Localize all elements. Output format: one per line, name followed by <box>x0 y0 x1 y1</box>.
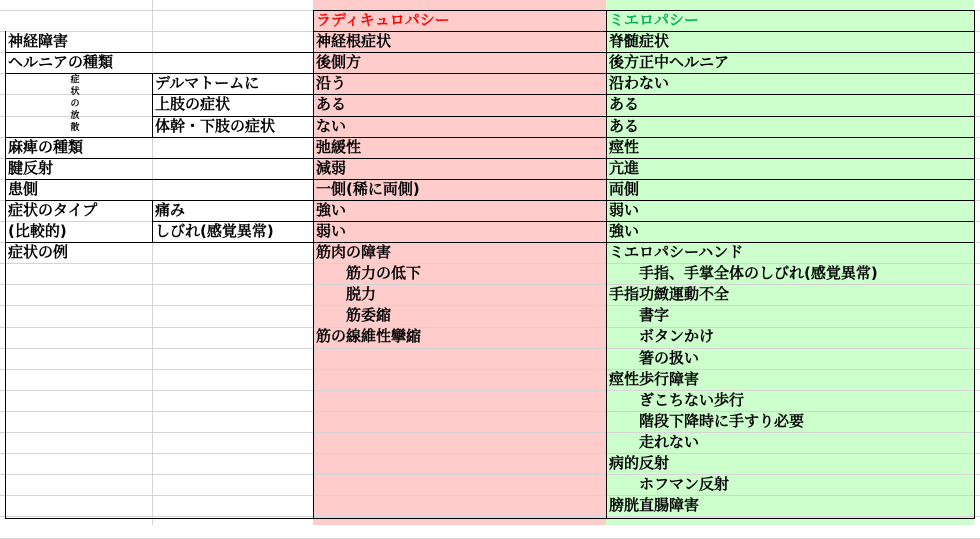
radiculopathy-cell[interactable]: 後側方 <box>316 53 362 71</box>
radiation-char: 症 <box>70 75 80 85</box>
radiculopathy-cell[interactable]: 沿う <box>316 74 347 92</box>
radiculopathy-cell[interactable]: 弱い <box>316 222 347 240</box>
myelopathy-example-item[interactable]: 階段下降時に手すり必要 <box>639 412 805 430</box>
radiculopathy-cell[interactable]: 一側(稀に両側) <box>316 180 420 198</box>
gridline-row <box>0 453 980 454</box>
row-label[interactable] <box>5 94 152 115</box>
row-sublabel[interactable]: 体幹・下肢の症状 <box>155 117 276 135</box>
row-label[interactable]: 患側 <box>8 180 39 198</box>
gridline-row <box>0 327 980 328</box>
radiculopathy-cell[interactable]: ない <box>316 117 347 135</box>
myelopathy-example-item[interactable]: 手指、手掌全体のしびれ(感覚異常) <box>639 264 878 282</box>
myelopathy-example-item[interactable]: ホフマン反射 <box>639 475 730 493</box>
row-label[interactable]: 腱反射 <box>8 159 54 177</box>
gridline-row <box>0 284 980 285</box>
myelopathy-cell[interactable]: 強い <box>609 222 640 240</box>
myelopathy-cell[interactable]: 両側 <box>609 180 640 198</box>
myelopathy-example-item[interactable]: ぎこちない歩行 <box>639 391 745 409</box>
border-right <box>974 10 975 518</box>
row-sublabel[interactable]: しびれ(感覚異常) <box>155 222 274 240</box>
row-sublabel[interactable]: デルマトームに <box>155 74 260 92</box>
row-sublabel[interactable] <box>152 31 313 52</box>
myelopathy-example-item[interactable]: 病的反射 <box>609 454 670 472</box>
header-myelopathy[interactable]: ミエロパシー <box>609 11 700 29</box>
row-label[interactable]: 神経障害 <box>8 32 69 50</box>
gridline-row <box>0 516 980 517</box>
row-sublabel[interactable]: 上肢の症状 <box>155 95 231 113</box>
gridline-row <box>0 390 980 391</box>
row-sublabel[interactable] <box>152 158 313 179</box>
radiculopathy-cell[interactable]: 減弱 <box>316 159 347 177</box>
radiculopathy-cell[interactable]: 神経根症状 <box>316 32 392 50</box>
radiculopathy-example-item[interactable]: 筋肉の障害 <box>316 243 392 261</box>
row-label[interactable] <box>5 73 152 94</box>
myelopathy-cell[interactable]: 沿わない <box>609 74 670 92</box>
myelopathy-cell[interactable]: ある <box>609 117 640 135</box>
radiation-char: 散 <box>70 123 80 133</box>
row-sublabel[interactable] <box>152 137 313 158</box>
row-label[interactable] <box>5 116 152 137</box>
myelopathy-example-item[interactable]: ミエロパシーハンド <box>609 243 744 261</box>
myelopathy-cell[interactable]: 後方正中ヘルニア <box>609 53 730 71</box>
border-bottom <box>5 518 975 519</box>
gridline-row <box>0 348 980 349</box>
radiculopathy-example-item[interactable]: 筋委縮 <box>346 306 392 324</box>
radiculopathy-cell[interactable]: 強い <box>316 201 347 219</box>
radiation-char: の <box>70 99 80 109</box>
myelopathy-cell[interactable]: 脊髄症状 <box>609 32 670 50</box>
gridline-row <box>0 495 980 496</box>
radiculopathy-example-item[interactable]: 筋の線維性攣縮 <box>316 327 422 345</box>
myelopathy-example-item[interactable]: ボタンかけ <box>639 327 715 345</box>
myelopathy-cell[interactable]: ある <box>609 95 640 113</box>
row-sublabel[interactable] <box>152 52 313 73</box>
myelopathy-example-item[interactable]: 走れない <box>639 433 700 451</box>
row-sublabel[interactable] <box>152 179 313 200</box>
radiation-char: 放 <box>70 111 80 121</box>
gridline-row <box>0 369 980 370</box>
radiculopathy-example-item[interactable]: 筋力の低下 <box>346 264 422 282</box>
gridline-row <box>0 411 980 412</box>
gridline-row <box>0 305 980 306</box>
myelopathy-example-item[interactable]: 箸の扱い <box>639 349 700 367</box>
row-label[interactable]: ヘルニアの種類 <box>8 53 114 71</box>
row-sublabel[interactable]: 痛み <box>155 201 186 219</box>
myelopathy-cell[interactable]: 痙性 <box>609 138 640 156</box>
myelopathy-cell[interactable]: 亢進 <box>609 159 640 177</box>
myelopathy-example-item[interactable]: 痙性歩行障害 <box>609 370 700 388</box>
radiculopathy-cell[interactable]: 弛緩性 <box>316 138 362 156</box>
row-label[interactable]: (比較的) <box>8 222 67 240</box>
gridline-row <box>0 474 980 475</box>
row-label[interactable]: 症状のタイプ <box>8 201 98 219</box>
radiculopathy-cell[interactable]: ある <box>316 95 347 113</box>
gridline-row <box>0 432 980 433</box>
myelopathy-example-item[interactable]: 書字 <box>639 306 670 324</box>
radiculopathy-example-item[interactable]: 脱力 <box>346 285 377 303</box>
myelopathy-example-item[interactable]: 膀胱直腸障害 <box>609 496 700 514</box>
header-radiculopathy[interactable]: ラディキュロパシー <box>316 11 450 29</box>
radiation-char: 状 <box>70 87 80 97</box>
row-label[interactable]: 麻痺の種類 <box>8 138 84 156</box>
myelopathy-cell[interactable]: 弱い <box>609 201 640 219</box>
myelopathy-example-item[interactable]: 手指功緻運動不全 <box>609 285 730 303</box>
examples-label[interactable]: 症状の例 <box>8 243 69 261</box>
